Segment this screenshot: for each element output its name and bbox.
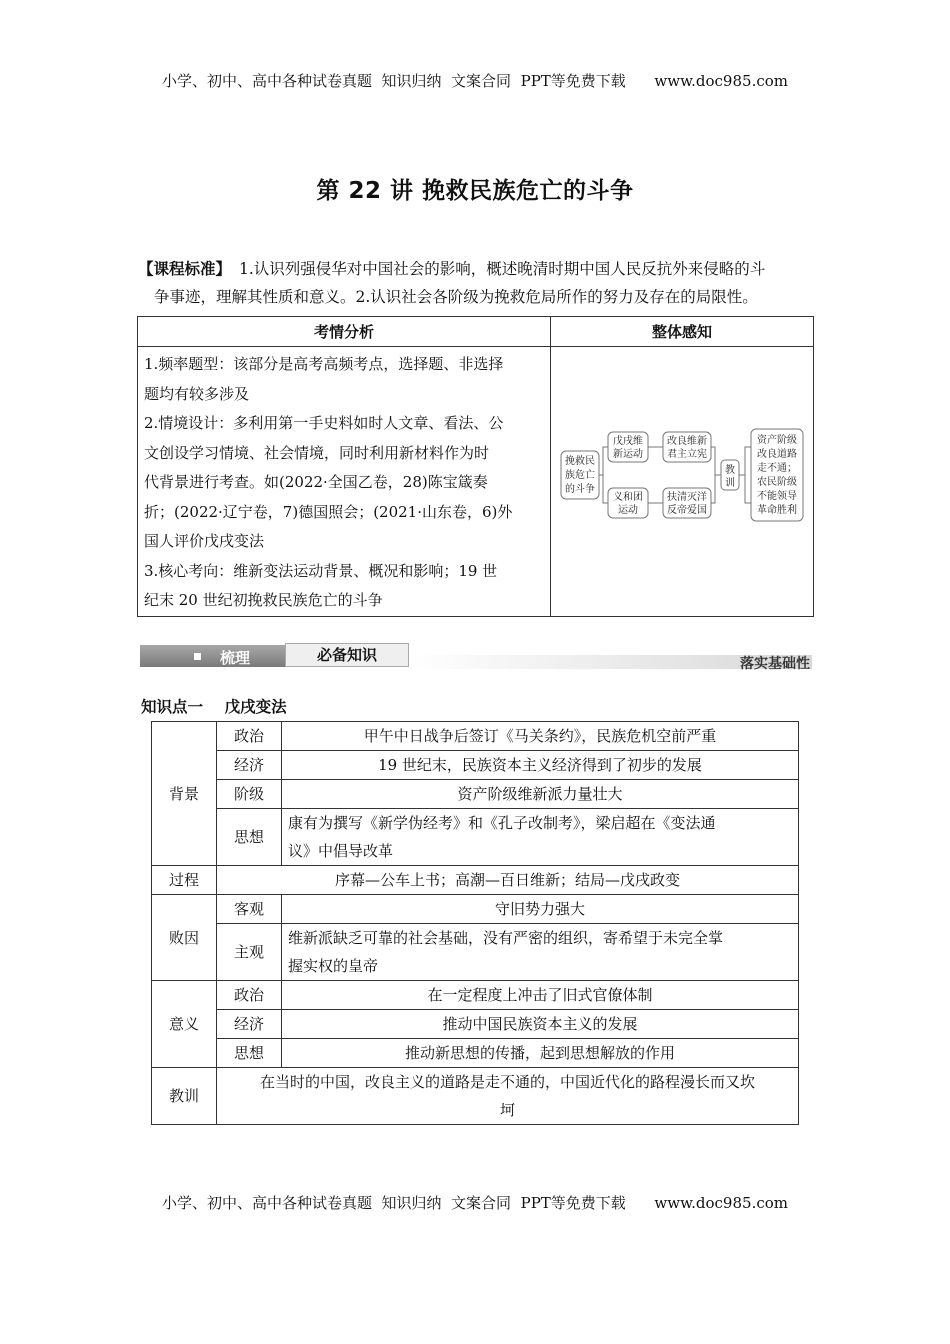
background-key: 思想 <box>217 809 282 866</box>
significance-key: 政治 <box>217 981 282 1010</box>
diagram-result-text: 资产阶级 <box>757 435 797 446</box>
diagram-lesson-text: 训 <box>725 478 735 489</box>
failure-value: 维新派缺乏可靠的社会基础，没有严密的组织，寄希望于未完全掌 <box>282 924 799 953</box>
diagram-bot2-text: 反帝爱国 <box>667 505 707 516</box>
diagram-result-text: 走不通； <box>757 463 797 474</box>
analysis-line: 3.核心考向：维新变法运动背景、概况和影响；19 世 <box>144 561 498 580</box>
failure-label: 败因 <box>152 895 217 981</box>
standard-tag: 【课程标准】 <box>138 260 232 278</box>
diagram-lesson-text: 教 <box>725 465 735 476</box>
analysis-line: 1.频率题型：该部分是高考高频考点，选择题、非选择 <box>144 355 504 373</box>
background-key: 阶级 <box>217 780 282 809</box>
diagram-result-text: 不能领导 <box>757 491 797 502</box>
diagram-result-text: 改良道路 <box>757 449 797 460</box>
overview-header: 整体感知 <box>551 317 814 347</box>
failure-key: 客观 <box>217 895 282 924</box>
diagram-root-text: 挽救民 <box>565 456 595 467</box>
wuxu-reform-table <box>151 721 799 1125</box>
background-value: 议》中倡导改革 <box>282 837 799 866</box>
process-value: 序幕—公车上书；高潮—百日维新；结局—戊戌政变 <box>217 866 799 895</box>
background-key: 政治 <box>217 722 282 751</box>
standard-line-2: 争事迹，理解其性质和意义。2.认识社会各阶级为挽救危局所作的努力及存在的局限性。 <box>154 288 758 306</box>
significance-value: 推动新思想的传播，起到思想解放的作用 <box>282 1039 799 1068</box>
diagram-top1-text: 新运动 <box>613 449 643 460</box>
diagram-top2-text: 改良维新 <box>667 436 707 447</box>
course-standard <box>138 255 816 311</box>
analysis-line: 折；(2022·辽宁卷，7)德国照会；(2021·山东卷，6)外 <box>144 502 513 521</box>
overview-diagram <box>551 347 813 612</box>
significance-label: 意义 <box>152 981 217 1068</box>
analysis-table <box>137 316 814 617</box>
background-value: 资产阶级维新派力量壮大 <box>282 780 799 809</box>
banner-left <box>140 645 285 667</box>
significance-value: 在一定程度上冲击了旧式官僚体制 <box>282 981 799 1010</box>
background-value: 19 世纪末，民族资本主义经济得到了初步的发展 <box>282 751 799 780</box>
banner-middle-label: 必备知识 <box>285 643 409 667</box>
failure-value: 握实权的皇帝 <box>282 952 799 981</box>
background-value: 康有为撰写《新学伪经考》和《孔子改制考》，梁启超在《变法通 <box>282 809 799 838</box>
background-label: 背景 <box>152 722 217 866</box>
page-title: 第 22 讲 挽救民族危亡的斗争 <box>316 178 634 204</box>
significance-value: 推动中国民族资本主义的发展 <box>282 1010 799 1039</box>
significance-key: 思想 <box>217 1039 282 1068</box>
page-header: 小学、初中、高中各种试卷真题 知识归纳 文案合同 PPT等免费下载 www.doc985.com <box>161 72 788 90</box>
standard-line-1: 1.认识列强侵华对中国社会的影响，概述晚清时期中国人民反抗外来侵略的斗 <box>239 260 766 278</box>
banner-right-label: 落实基础性 <box>740 656 810 672</box>
background-key: 经济 <box>217 751 282 780</box>
failure-key: 主观 <box>217 924 282 981</box>
analysis-line: 文创设学习情境、社会情境，同时利用新材料作为时 <box>144 443 490 462</box>
analysis-line: 纪末 20 世纪初挽救民族危亡的斗争 <box>144 591 383 609</box>
analysis-line: 题均有较多涉及 <box>144 384 250 403</box>
background-value: 甲午中日战争后签订《马关条约》，民族危机空前严重 <box>282 722 799 751</box>
significance-key: 经济 <box>217 1010 282 1039</box>
banner-left-label: 梳理 <box>220 649 251 667</box>
diagram-bot1-text: 运动 <box>618 505 638 516</box>
diagram-root-text: 族危亡 <box>565 470 595 481</box>
lesson-label: 教训 <box>152 1068 217 1125</box>
analysis-line: 2.情境设计：多利用第一手史料如时人文章、看法、公 <box>144 414 504 432</box>
diagram-top1-text: 戊戌维 <box>613 436 643 447</box>
overview-diagram-cell <box>551 347 814 617</box>
lesson-value: 在当时的中国，改良主义的道路是走不通的，中国近代化的路程漫长而又坎 <box>217 1068 799 1097</box>
analysis-line: 代背景进行考查。如(2022·全国乙卷，28)陈宝箴奏 <box>144 473 488 491</box>
diagram-root-text: 的斗争 <box>565 484 595 495</box>
analysis-content <box>138 347 551 617</box>
page-footer: 小学、初中、高中各种试卷真题 知识归纳 文案合同 PPT等免费下载 www.doc985.com <box>161 1194 788 1212</box>
diagram-bot1-text: 义和团 <box>613 492 643 503</box>
failure-value: 守旧势力强大 <box>282 895 799 924</box>
lesson-value: 坷 <box>217 1096 799 1125</box>
diagram-bot2-text: 扶清灭洋 <box>667 492 707 503</box>
diagram-top2-text: 君主立宪 <box>667 449 707 460</box>
diagram-result-text: 农民阶级 <box>757 477 797 488</box>
diagram-result-text: 革命胜利 <box>757 505 797 516</box>
process-label: 过程 <box>152 866 217 895</box>
analysis-header: 考情分析 <box>138 317 551 347</box>
square-icon <box>194 653 201 660</box>
knowledge-point-heading: 知识点一 戊戌变法 <box>141 698 287 716</box>
section-banner <box>140 643 812 673</box>
analysis-line: 国人评价戊戌变法 <box>144 532 265 550</box>
